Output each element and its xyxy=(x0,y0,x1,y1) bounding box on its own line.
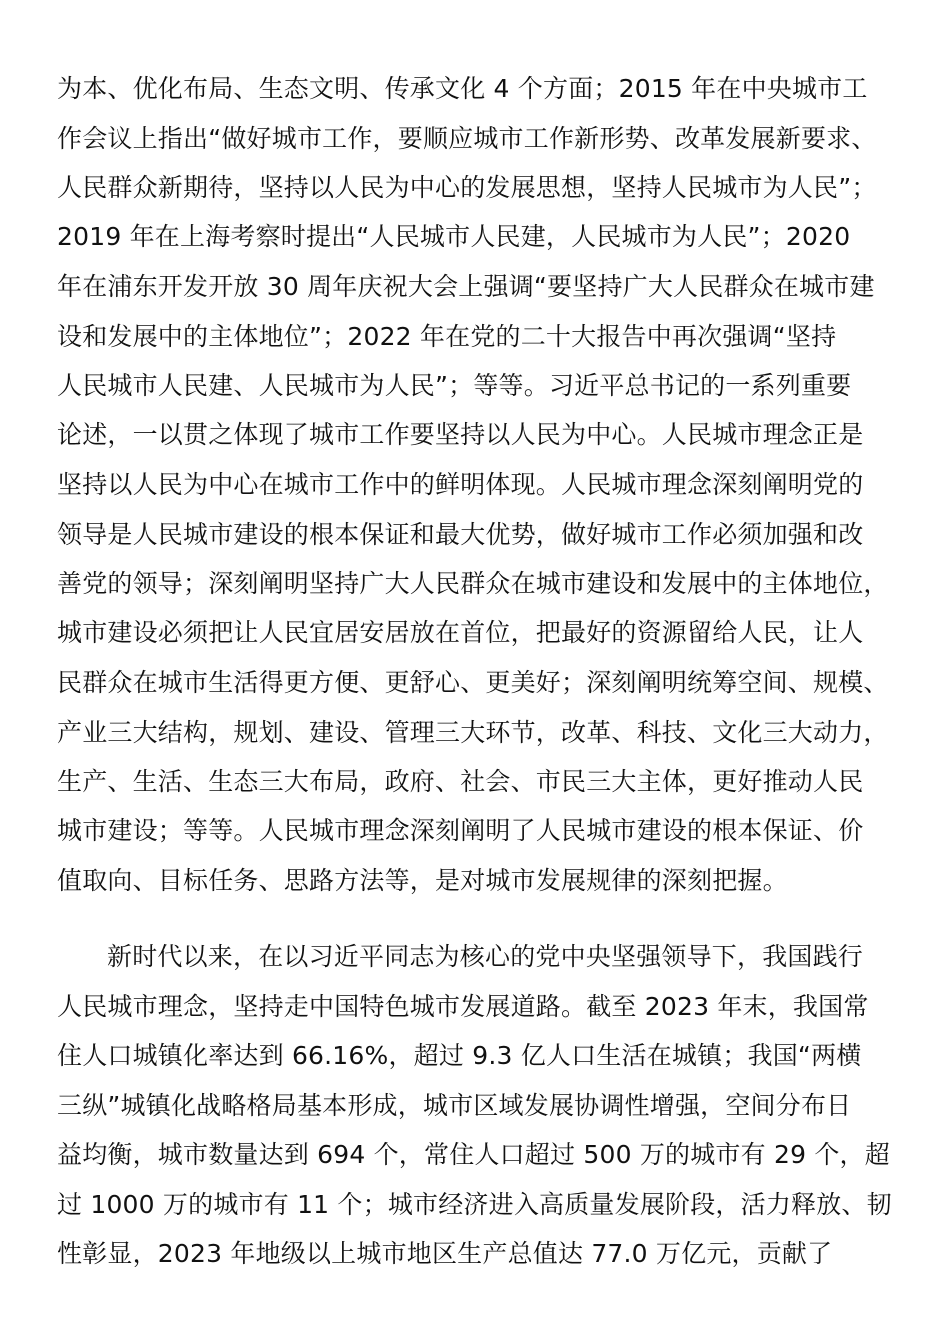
text-line: 城市建设必须把让人民宜居安居放在首位，把最好的资源留给人民，让人 xyxy=(57,618,864,647)
text-line: 为本、优化布局、生态文明、传承文化 4 个方面；2015 年在中央城市工 xyxy=(57,74,868,103)
text-line: 性彰显，2023 年地级以上城市地区生产总值达 77.0 万亿元，贡献了 xyxy=(57,1239,833,1268)
text-line: 益均衡，城市数量达到 694 个，常住人口超过 500 万的城市有 29 个，超 xyxy=(57,1140,890,1169)
text-line: 善党的领导；深刻阐明坚持广大人民群众在城市建设和发展中的主体地位， xyxy=(57,569,889,598)
text-line: 过 1000 万的城市有 11 个；城市经济进入高质量发展阶段，活力释放、韧 xyxy=(57,1190,892,1219)
text-line: 民群众在城市生活得更方便、更舒心、更美好；深刻阐明统筹空间、规模、 xyxy=(57,668,889,697)
text-line: 作会议上指出“做好城市工作，要顺应城市工作新形势、改革发展新要求、 xyxy=(57,124,877,153)
text-line: 2019 年在上海考察时提出“人民城市人民建，人民城市为人民”；2020 xyxy=(57,222,851,251)
text-line: 产业三大结构，规划、建设、管理三大环节，改革、科技、文化三大动力， xyxy=(57,718,889,747)
text-line: 人民城市人民建、人民城市为人民”；等等。习近平总书记的一系列重要 xyxy=(57,371,852,400)
text-line: 设和发展中的主体地位”；2022 年在党的二十大报告中再次强调“坚持 xyxy=(57,322,837,351)
text-line: 城市建设；等等。人民城市理念深刻阐明了人民城市建设的根本保证、价 xyxy=(57,816,864,845)
text-line: 新时代以来，在以习近平同志为核心的党中央坚强领导下，我国践行 xyxy=(107,942,864,971)
text-line: 年在浦东开发开放 30 周年庆祝大会上强调“要坚持广大人民群众在城市建 xyxy=(57,272,875,301)
text-line: 生产、生活、生态三大布局，政府、社会、市民三大主体，更好推动人民 xyxy=(57,767,864,796)
text-line: 人民群众新期待，坚持以人民为中心的发展思想，坚持人民城市为人民”； xyxy=(57,173,877,202)
text-line: 领导是人民城市建设的根本保证和最大优势，做好城市工作必须加强和改 xyxy=(57,520,864,549)
text-line: 人民城市理念，坚持走中国特色城市发展道路。截至 2023 年末，我国常 xyxy=(57,992,869,1021)
text-line: 坚持以人民为中心在城市工作中的鲜明体现。人民城市理念深刻阐明党的 xyxy=(57,470,864,499)
text-line: 值取向、目标任务、思路方法等，是对城市发展规律的深刻把握。 xyxy=(57,866,788,895)
text-line: 论述，一以贯之体现了城市工作要坚持以人民为中心。人民城市理念正是 xyxy=(57,420,864,449)
text-line: 住人口城镇化率达到 66.16%，超过 9.3 亿人口生活在城镇；我国“两横 xyxy=(57,1041,862,1070)
text-line: 三纵”城镇化战略格局基本形成，城市区域发展协调性增强，空间分布日 xyxy=(57,1091,852,1120)
